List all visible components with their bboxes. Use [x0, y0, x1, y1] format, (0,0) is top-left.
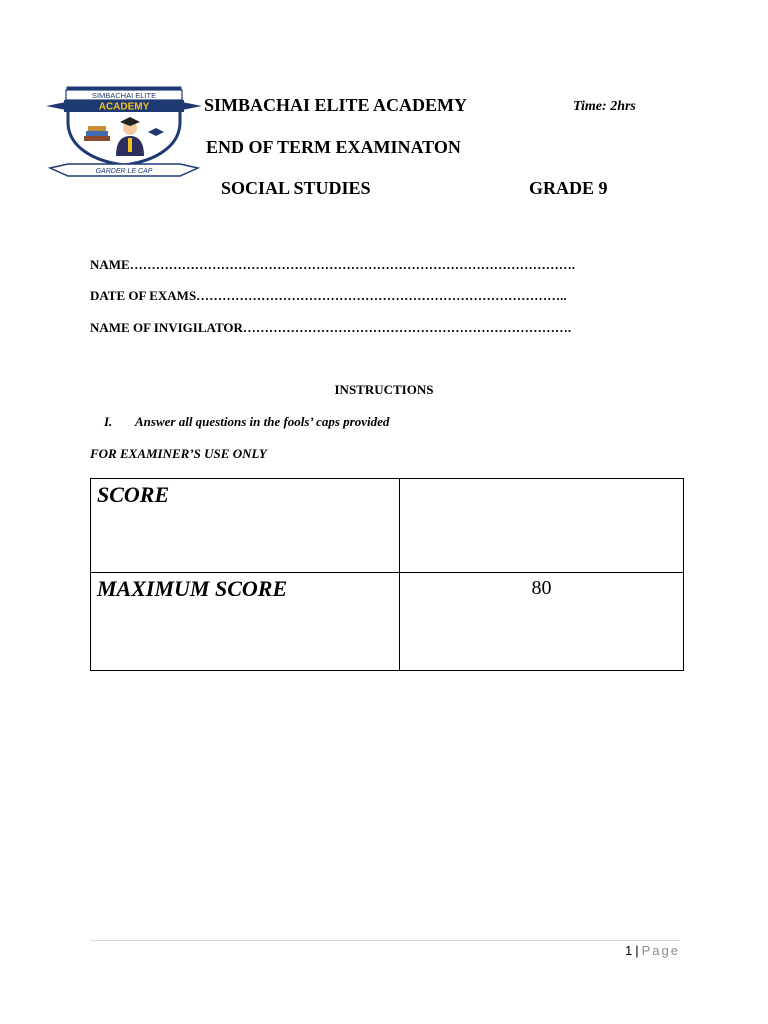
exam-time: Time: 2hrs	[573, 99, 636, 114]
instruction-number: I.	[104, 414, 113, 429]
instruction-item	[104, 414, 389, 430]
instruction-text: Answer all questions in the fools’ caps provided	[135, 414, 390, 429]
footer-separator: |	[635, 943, 639, 958]
date-of-exams-field: DATE OF EXAMS…………………………………………………………………………..	[90, 288, 567, 303]
school-name: SIMBACHAI ELITE ACADEMY	[204, 95, 468, 115]
footer-divider	[90, 940, 680, 941]
logo-motto: GARDER LE CAP	[95, 168, 153, 175]
maximum-score-label: MAXIMUM SCORE	[91, 573, 400, 671]
page-footer	[580, 943, 680, 958]
table-row	[91, 573, 684, 671]
score-value	[400, 479, 684, 573]
instructions-heading: INSTRUCTIONS	[334, 382, 434, 397]
examiner-use-note: FOR EXAMINER’S USE ONLY	[90, 446, 267, 461]
score-label: SCORE	[91, 479, 400, 573]
subject-title: SOCIAL STUDIES	[221, 178, 371, 198]
exam-title: END OF TERM EXAMINATON	[206, 137, 461, 157]
logo-banner-text: ACADEMY	[98, 101, 150, 113]
maximum-score-value: 80	[400, 573, 684, 671]
invigilator-field: NAME OF INVIGILATOR………………………………………………………………….	[90, 320, 572, 335]
logo-top-text: SIMBACHAI ELITE	[91, 91, 157, 100]
table-row	[91, 479, 684, 573]
page-label: Page	[641, 943, 680, 958]
page-number: 1	[625, 943, 633, 958]
school-logo	[44, 66, 204, 182]
name-field: NAME………………………………………………………………………………………….	[90, 257, 575, 272]
score-table	[90, 478, 684, 671]
grade-label: GRADE 9	[529, 178, 608, 198]
